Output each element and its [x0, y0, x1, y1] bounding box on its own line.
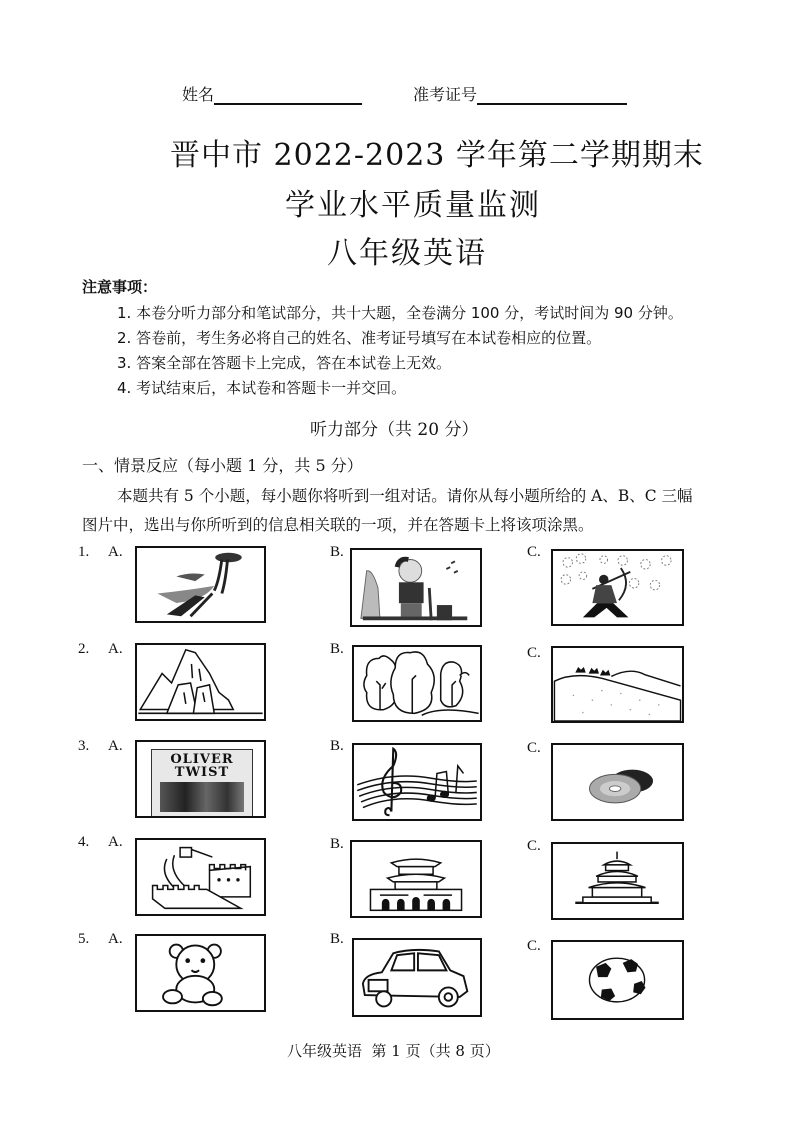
option-label-c: C.: [527, 740, 541, 756]
book-cover-illustration: [160, 782, 244, 812]
option-image-soccer-ball[interactable]: [551, 940, 684, 1020]
option-label-b: B.: [330, 544, 344, 560]
note-item-4: 4. 考试结束后，本试卷和答题卡一并交回。: [117, 379, 407, 397]
option-label-a: A.: [108, 834, 123, 850]
note-item-3: 3. 答案全部在答题卡上完成，答在本试卷上无效。: [117, 354, 452, 372]
section-title-listening: 听力部分（共 20 分）: [310, 420, 479, 440]
option-label-a: A.: [108, 931, 123, 947]
option-image-cd[interactable]: [551, 743, 684, 821]
name-field: [182, 82, 362, 105]
question-number: 3.: [78, 738, 90, 754]
exam-id-blank-line: [477, 85, 627, 105]
option-image-great-wall[interactable]: [135, 838, 266, 916]
option-label-c: C.: [527, 938, 541, 954]
option-image-car[interactable]: [352, 938, 482, 1017]
exam-title-line3: 八年级英语: [327, 236, 487, 271]
option-label-a: A.: [108, 738, 123, 754]
name-label: 姓名: [182, 85, 215, 104]
question-number: 2.: [78, 641, 90, 657]
page-footer: 八年级英语 第 1 页（共 8 页）: [287, 1042, 500, 1060]
option-image-old-man-digging[interactable]: [350, 548, 482, 627]
option-image-flying-fairy[interactable]: [135, 546, 266, 623]
book-title-line1: OLIVER: [170, 752, 234, 767]
option-image-book-oliver-twist[interactable]: [135, 740, 266, 818]
option-label-a: A.: [108, 544, 123, 560]
note-item-1: 1. 本卷分听力部分和笔试部分，共十大题，全卷满分 100 分，考试时间为 90 分钟。: [117, 304, 683, 322]
option-image-teddy-bear[interactable]: [135, 934, 266, 1012]
option-label-b: B.: [330, 738, 344, 754]
exam-id-field: [413, 82, 627, 105]
question-number: 4.: [78, 834, 90, 850]
option-label-b: B.: [330, 836, 344, 852]
option-image-trees[interactable]: [352, 645, 482, 722]
part1-title: 一、情景反应（每小题 1 分，共 5 分）: [82, 456, 363, 475]
exam-id-label: 准考证号: [413, 85, 478, 104]
option-image-desert[interactable]: [551, 646, 684, 723]
option-label-b: B.: [330, 931, 344, 947]
note-item-2: 2. 答卷前，考生务必将自己的姓名、准考证号填写在本试卷相应的位置。: [117, 329, 602, 347]
option-image-archer[interactable]: [551, 549, 684, 626]
part1-instructions-line2: 图片中，选出与你所听到的信息相关联的一项，并在答题卡上将该项涂黑。: [82, 516, 594, 534]
notes-heading: 注意事项：: [82, 278, 158, 296]
exam-title-line2: 学业水平质量监测: [285, 188, 541, 223]
question-number: 1.: [78, 544, 90, 560]
book-cover: [151, 749, 253, 817]
part1-instructions-line1: 本题共有 5 个小题，每小题你将听到一组对话。请你从每小题所给的 A、B、C 三幅: [117, 487, 693, 505]
option-label-c: C.: [527, 645, 541, 661]
option-label-b: B.: [330, 641, 344, 657]
question-number: 5.: [78, 931, 90, 947]
option-label-c: C.: [527, 838, 541, 854]
option-image-mountains[interactable]: [135, 643, 266, 721]
option-label-a: A.: [108, 641, 123, 657]
option-image-music-notes[interactable]: [352, 743, 482, 821]
book-title-line2: TWIST: [174, 765, 230, 780]
option-label-c: C.: [527, 544, 541, 560]
option-image-tiananmen[interactable]: [350, 840, 482, 918]
option-image-temple-of-heaven[interactable]: [551, 842, 684, 920]
exam-title-line1: 晋中市 2022-2023 学年第二学期期末: [170, 138, 704, 173]
name-blank-line: [214, 85, 362, 105]
